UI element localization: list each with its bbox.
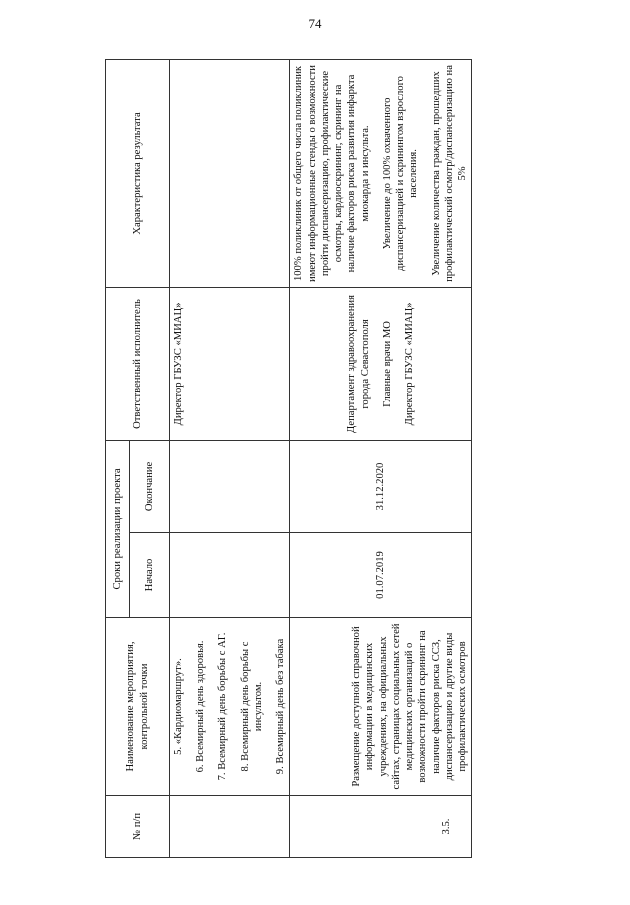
header-name: Наименование мероприятия, контрольной точки [106, 618, 170, 796]
project-table [105, 59, 472, 858]
row2-name: Размещение доступной справочной информации в медицинских учреждениях, на официальных сайтах, страницах социальных сетей медицинских организаций о возможности пройти скрининг на наличие факторов риска ССЗ, диспансеризацию и другие виды профилактических осмотров [290, 618, 472, 796]
row2-result-3: Увеличение количества граждан, прошедших профилактический осмотр/диспансеризацию на 5% [430, 65, 468, 282]
row1-item: 7. Всемирный день борьбы с АГ. [217, 632, 229, 781]
row2-num: 3.5. [290, 796, 472, 858]
header-result: Характеристика результата [106, 59, 170, 287]
row1-result [170, 59, 290, 287]
header-responsible: Ответственный исполнитель [106, 287, 170, 440]
row1-item: 8. Всемирный день борьбы с инсультом. [239, 641, 264, 772]
header-start: Начало [130, 533, 170, 618]
header-num: № п/п [106, 796, 170, 858]
row2-responsible-1: Департамент здравоохранения города Севастополя [346, 295, 371, 433]
row1-end [170, 440, 290, 532]
header-end: Окончание [130, 440, 170, 532]
row2-responsible-3: Директор ГБУЗС «МИАЦ» [404, 302, 416, 426]
row2-result-2: Увеличение до 100% охваченного диспансеризацией и скринингом взрослого населения. [381, 76, 420, 271]
row2-result [290, 59, 472, 287]
row1-item: 9. Всемирный день без табака [275, 638, 287, 775]
row2-end: 31.12.2020 [290, 440, 472, 532]
row2-responsible-2: Главные врачи МО [381, 321, 393, 407]
row2-start: 01.07.2019 [290, 533, 472, 618]
row1-item: 5. «Кардиомаршрут». [173, 658, 184, 755]
row1-name [170, 618, 290, 796]
row2-result-1: 100% поликлиник от общего числа поликлиник имеют информационные стенды о возможности пройти диспансеризацию, профилактические осмотры, кардиоскрининг, скрининг на наличие факторов риска развития инфаркта миокарда и инсульта. [293, 65, 371, 282]
header-terms: Сроки реализации проекта [106, 440, 130, 617]
header-row [106, 59, 130, 857]
row1-responsible: Директор ГБУЗС «МИАЦ» [170, 287, 290, 440]
row1-num [170, 796, 290, 858]
table-row [290, 59, 472, 857]
row2-responsible [290, 287, 472, 440]
row1-start [170, 533, 290, 618]
row1-item: 6. Всемирный день здоровья. [195, 640, 207, 773]
page-number: 74 [308, 16, 322, 31]
rotated-table-sheet [105, 60, 468, 858]
table-row [170, 59, 290, 857]
